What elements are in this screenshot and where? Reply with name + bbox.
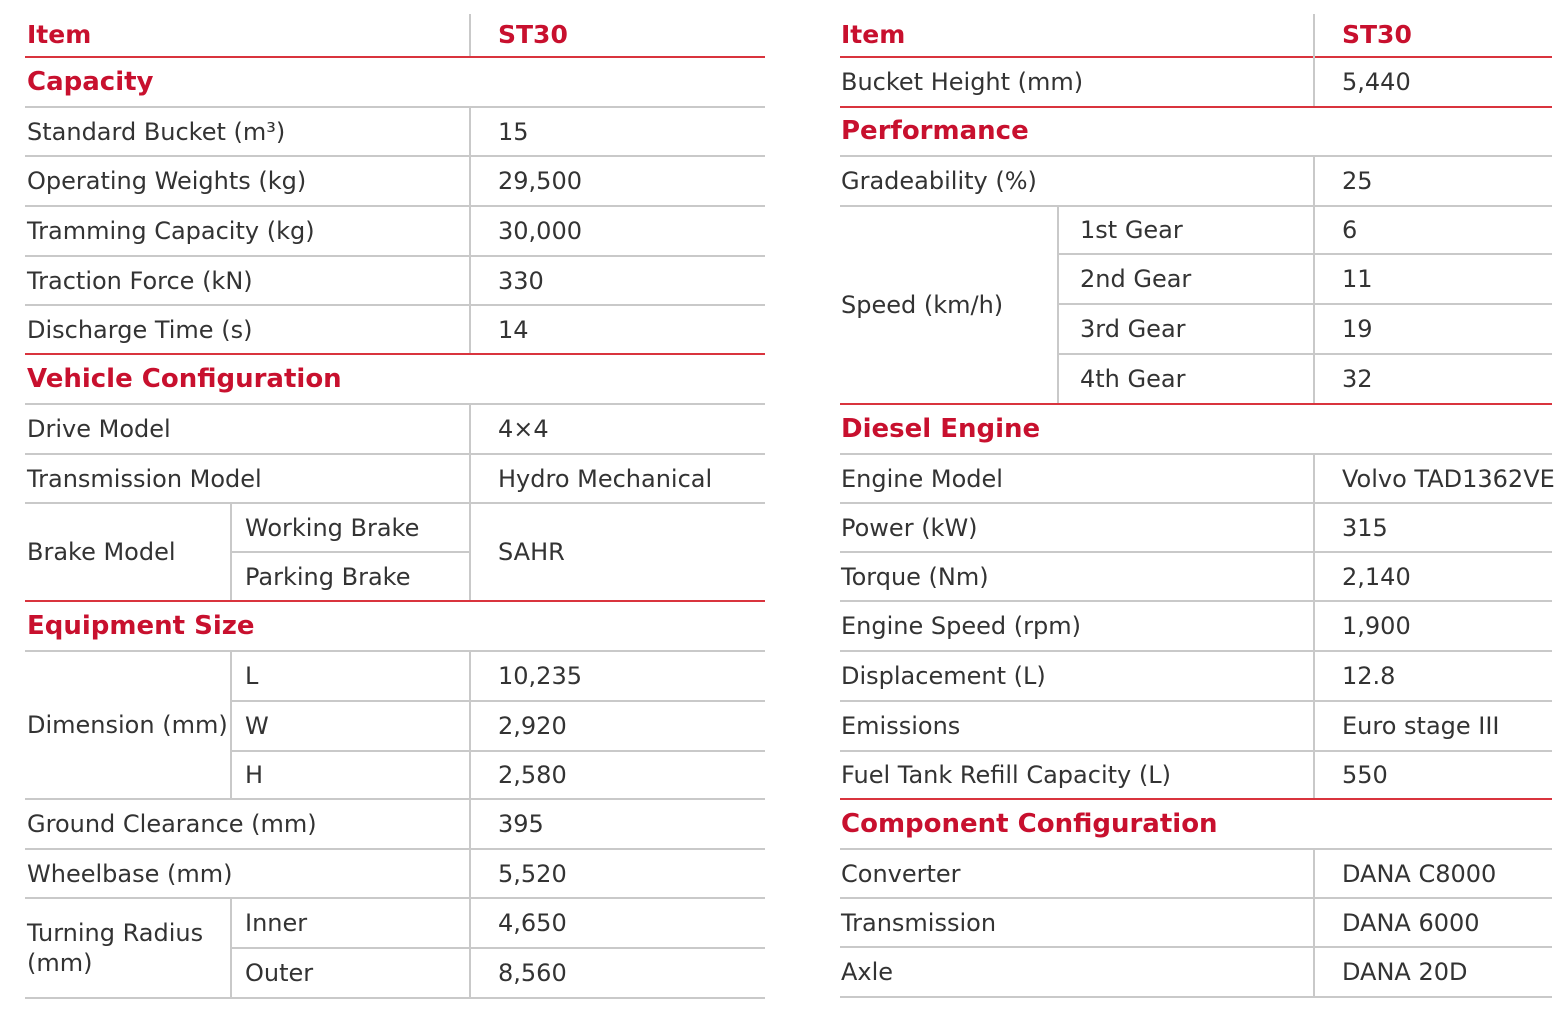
- dimension-w-value: 2,920: [498, 712, 567, 740]
- displacement-label: Displacement (L): [841, 662, 1046, 690]
- brake-model-value: SAHR: [498, 538, 565, 566]
- bucket-height-value: 5,440: [1342, 68, 1411, 96]
- converter-label: Converter: [841, 859, 961, 888]
- transmission-model-value: Hydro Mechanical: [498, 464, 713, 493]
- column-divider: [469, 106, 471, 353]
- section-vehicle-configuration: Vehicle Configuration: [27, 363, 342, 394]
- converter-value: DANA C8000: [1342, 859, 1497, 888]
- torque-label: Torque (Nm): [841, 562, 989, 591]
- dimension-l-value: 10,235: [498, 662, 582, 690]
- gradeability-value: 25: [1342, 167, 1373, 195]
- column-divider: [230, 897, 232, 997]
- gear-4-label: 4th Gear: [1080, 365, 1186, 393]
- column-divider: [1313, 155, 1315, 403]
- operating-weights-value: 29,500: [498, 167, 582, 195]
- wheelbase-value: 5,520: [498, 859, 567, 888]
- emissions-value: Euro stage III: [1342, 712, 1500, 740]
- displacement-value: 12.8: [1342, 662, 1396, 690]
- power-value: 315: [1342, 513, 1388, 542]
- tramming-capacity-value: 30,000: [498, 217, 582, 245]
- gear-4-value: 32: [1342, 365, 1373, 393]
- column-divider: [1313, 14, 1315, 56]
- column-divider: [469, 403, 471, 600]
- header-item: Item: [841, 20, 906, 50]
- drive-model-label: Drive Model: [27, 415, 171, 443]
- header-model: ST30: [498, 20, 568, 50]
- working-brake-label: Working Brake: [245, 513, 420, 542]
- speed-label: Speed (km/h): [841, 291, 1004, 319]
- section-equipment-size: Equipment Size: [27, 610, 255, 641]
- standard-bucket-label: Standard Bucket (m³): [27, 117, 286, 146]
- discharge-time-value: 14: [498, 315, 529, 344]
- gear-3-value: 19: [1342, 315, 1373, 343]
- power-label: Power (kW): [841, 513, 978, 542]
- brake-model-label: Brake Model: [27, 538, 176, 566]
- header-model: ST30: [1342, 20, 1412, 50]
- column-divider: [1313, 848, 1315, 996]
- bucket-height-label: Bucket Height (mm): [841, 68, 1084, 96]
- table-bottom-divider: [840, 996, 1552, 998]
- drive-model-value: 4×4: [498, 415, 549, 443]
- section-diesel-engine: Diesel Engine: [841, 413, 1041, 444]
- section-performance: Performance: [841, 116, 1029, 147]
- header-item: Item: [27, 20, 92, 50]
- tramming-capacity-label: Tramming Capacity (kg): [27, 217, 315, 245]
- gear-1-value: 6: [1342, 216, 1358, 244]
- dimension-w-label: W: [245, 712, 269, 740]
- table-bottom-divider: [25, 997, 765, 999]
- operating-weights-label: Operating Weights (kg): [27, 167, 307, 195]
- column-divider: [230, 502, 232, 600]
- turning-inner-label: Inner: [245, 909, 308, 937]
- parking-brake-label: Parking Brake: [245, 562, 411, 591]
- turning-outer-value: 8,560: [498, 959, 567, 987]
- fuel-tank-value: 550: [1342, 761, 1388, 789]
- gear-2-value: 11: [1342, 265, 1373, 293]
- gradeability-label: Gradeability (%): [841, 167, 1037, 195]
- dimension-h-value: 2,580: [498, 761, 567, 789]
- wheelbase-label: Wheelbase (mm): [27, 859, 233, 888]
- traction-force-label: Traction Force (kN): [27, 266, 253, 295]
- engine-speed-value: 1,900: [1342, 612, 1411, 640]
- column-divider: [230, 650, 232, 798]
- ground-clearance-value: 395: [498, 810, 544, 838]
- transmission-label: Transmission: [841, 908, 997, 937]
- torque-value: 2,140: [1342, 562, 1411, 591]
- engine-model-label: Engine Model: [841, 464, 1003, 493]
- column-divider: [1057, 205, 1059, 403]
- engine-speed-label: Engine Speed (rpm): [841, 612, 1081, 640]
- standard-bucket-value: 15: [498, 117, 529, 146]
- discharge-time-label: Discharge Time (s): [27, 315, 253, 344]
- axle-label: Axle: [841, 958, 894, 986]
- section-capacity: Capacity: [27, 66, 154, 97]
- column-divider: [1313, 453, 1315, 798]
- dimension-l-label: L: [245, 662, 259, 690]
- gear-3-label: 3rd Gear: [1080, 315, 1186, 343]
- dimension-label: Dimension (mm): [27, 711, 228, 739]
- transmission-value: DANA 6000: [1342, 908, 1480, 937]
- traction-force-value: 330: [498, 266, 544, 295]
- turning-radius-label: Turning Radius (mm): [27, 919, 204, 977]
- ground-clearance-label: Ground Clearance (mm): [27, 810, 317, 838]
- gear-2-label: 2nd Gear: [1080, 265, 1192, 293]
- column-divider: [469, 650, 471, 997]
- engine-model-value: Volvo TAD1362VE: [1342, 464, 1555, 493]
- turning-inner-value: 4,650: [498, 909, 567, 937]
- transmission-model-label: Transmission Model: [27, 464, 262, 493]
- axle-value: DANA 20D: [1342, 958, 1468, 986]
- column-divider: [1313, 56, 1315, 106]
- dimension-h-label: H: [245, 761, 264, 789]
- turning-outer-label: Outer: [245, 959, 314, 987]
- gear-1-label: 1st Gear: [1080, 216, 1183, 244]
- fuel-tank-label: Fuel Tank Refill Capacity (L): [841, 761, 1171, 789]
- column-divider: [469, 14, 471, 56]
- emissions-label: Emissions: [841, 712, 961, 740]
- section-component-configuration: Component Configuration: [841, 808, 1218, 839]
